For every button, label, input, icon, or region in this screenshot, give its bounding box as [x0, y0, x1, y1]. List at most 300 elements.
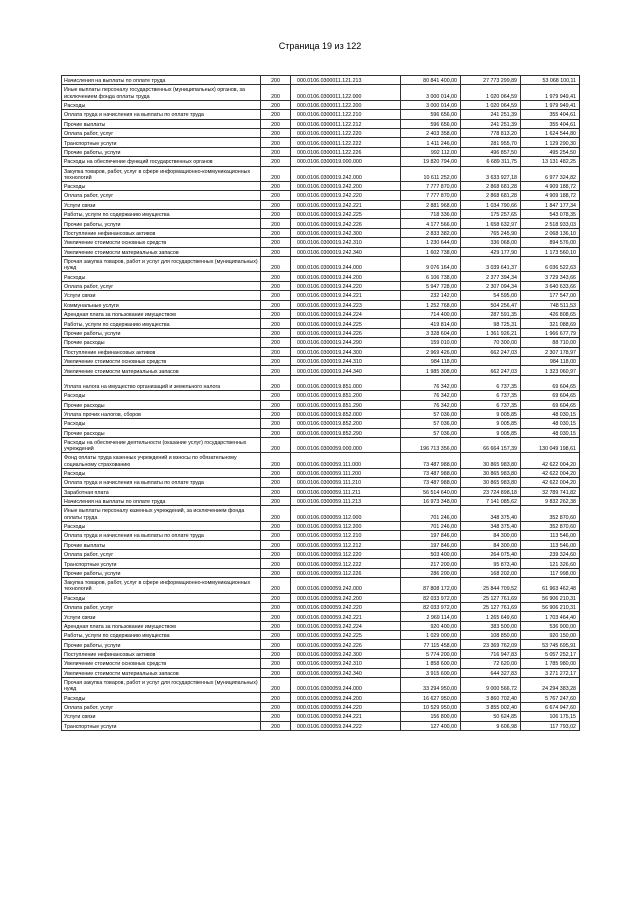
row-name-cell: Иные выплаты персоналу казенных учреждений, за исключением фонда оплаты труда [62, 506, 261, 521]
table-row [62, 428, 580, 437]
approved-amount-cell: 1 411 246,00 [401, 138, 461, 147]
unexecuted-amount-cell: 2 068 136,10 [521, 228, 580, 237]
row-code-cell: 200 [261, 76, 291, 85]
row-classification-code-cell: 000.0106.0300059.244.221 [291, 712, 401, 721]
row-classification-code-cell: 000.0106.0300019.242.310 [291, 238, 401, 247]
unexecuted-amount-cell: 6 674 947,60 [521, 702, 580, 711]
approved-amount-cell: 9 076 164,00 [401, 257, 461, 272]
row-name-cell: Арендная плата за пользование имуществом [62, 621, 261, 630]
row-classification-code-cell: 000.0106.0300059.244.222 [291, 721, 401, 730]
row-classification-code-cell: 000.0106.0300011.122.222 [291, 138, 401, 147]
table-row [62, 219, 580, 228]
unexecuted-amount-cell: 920 150,00 [521, 631, 580, 640]
row-name-cell: Фонд оплаты труда казенных учреждений и взносы по обязательному социальному страхованию [62, 453, 261, 468]
executed-amount-cell: 66 664 157,39 [461, 438, 521, 453]
unexecuted-amount-cell: 1 979 949,41 [521, 85, 580, 100]
approved-amount-cell: 3 915 600,00 [401, 668, 461, 677]
row-name-cell: Прочие работы, услуги [62, 328, 261, 337]
row-code-cell: 200 [261, 291, 291, 300]
row-code-cell: 200 [261, 100, 291, 109]
executed-amount-cell: 6 737,35 [461, 391, 521, 400]
row-code-cell: 200 [261, 453, 291, 468]
approved-amount-cell: 80 841 400,00 [401, 76, 461, 85]
row-name-cell: Прочие работы, услуги [62, 640, 261, 649]
approved-amount-cell: 159 010,00 [401, 338, 461, 347]
executed-amount-cell: 6 737,35 [461, 400, 521, 409]
row-code-cell: 200 [261, 531, 291, 540]
row-classification-code-cell: 000.0106.0300019.852.200 [291, 419, 401, 428]
executed-amount-cell: 348 375,40 [461, 506, 521, 521]
executed-amount-cell: 778 813,20 [461, 128, 521, 137]
row-code-cell: 200 [261, 409, 291, 418]
table-row [62, 147, 580, 156]
approved-amount-cell: 7 777 870,00 [401, 181, 461, 190]
executed-amount-cell: 662 247,03 [461, 347, 521, 356]
table-row [62, 506, 580, 521]
row-name-cell: Оплата труда и начисления на выплаты по оплате труда [62, 110, 261, 119]
row-classification-code-cell: 000.0106.0300059.242.000 [291, 578, 401, 593]
unexecuted-amount-cell: 4 909 188,72 [521, 191, 580, 200]
row-code-cell: 200 [261, 659, 291, 668]
unexecuted-amount-cell: 113 546,00 [521, 540, 580, 549]
row-code-cell: 200 [261, 549, 291, 558]
approved-amount-cell: 127 400,00 [401, 721, 461, 730]
table-row [62, 328, 580, 337]
approved-amount-cell: 4 177 566,00 [401, 219, 461, 228]
row-classification-code-cell: 000.0106.0300019.242.300 [291, 228, 401, 237]
unexecuted-amount-cell: 42 622 004,20 [521, 468, 580, 477]
table-row [62, 100, 580, 109]
executed-amount-cell: 108 850,00 [461, 631, 521, 640]
row-classification-code-cell: 000.0106.0300019.244.224 [291, 309, 401, 318]
row-name-cell: Поступление нефинансовых активов [62, 649, 261, 658]
unexecuted-amount-cell: 53 068 100,11 [521, 76, 580, 85]
unexecuted-amount-cell: 61 963 462,48 [521, 578, 580, 593]
executed-amount-cell: 84 300,00 [461, 540, 521, 549]
row-code-cell: 200 [261, 247, 291, 256]
row-classification-code-cell: 000.0106.0300019.244.200 [291, 272, 401, 281]
unexecuted-amount-cell: 748 511,53 [521, 300, 580, 309]
executed-amount-cell: 84 300,00 [461, 531, 521, 540]
row-code-cell: 200 [261, 391, 291, 400]
approved-amount-cell: 76 342,00 [401, 375, 461, 390]
row-code-cell: 200 [261, 419, 291, 428]
approved-amount-cell: 5 947 728,00 [401, 281, 461, 290]
row-name-cell: Иные выплаты персоналу государственных (муниципальных) органов, за исключением фонда оплаты труда [62, 85, 261, 100]
executed-amount-cell: 3 039 641,37 [461, 257, 521, 272]
unexecuted-amount-cell: 69 604,65 [521, 375, 580, 390]
row-code-cell: 200 [261, 631, 291, 640]
row-name-cell: Поступление нефинансовых активов [62, 347, 261, 356]
unexecuted-amount-cell: 1 785 980,00 [521, 659, 580, 668]
row-classification-code-cell: 000.0106.0300019.242.340 [291, 247, 401, 256]
row-name-cell: Расходы [62, 181, 261, 190]
unexecuted-amount-cell: 48 030,15 [521, 409, 580, 418]
approved-amount-cell: 1 230 644,00 [401, 238, 461, 247]
approved-amount-cell: 701 246,00 [401, 521, 461, 530]
table-row [62, 391, 580, 400]
row-name-cell: Закупка товаров, работ, услуг в сфере информационно-коммуникационных технологий [62, 578, 261, 593]
approved-amount-cell: 87 808 172,00 [401, 578, 461, 593]
row-classification-code-cell: 000.0106.0300019.851.000 [291, 375, 401, 390]
executed-amount-cell: 765 245,90 [461, 228, 521, 237]
row-code-cell: 200 [261, 128, 291, 137]
row-classification-code-cell: 000.0106.0300019.244.221 [291, 291, 401, 300]
approved-amount-cell: 2 403 358,00 [401, 128, 461, 137]
row-classification-code-cell: 000.0106.0300059.242.225 [291, 631, 401, 640]
executed-amount-cell: 72 620,00 [461, 659, 521, 668]
approved-amount-cell: 992 112,00 [401, 147, 461, 156]
approved-amount-cell: 286 200,00 [401, 568, 461, 577]
executed-amount-cell: 175 257,65 [461, 210, 521, 219]
executed-amount-cell: 50 624,85 [461, 712, 521, 721]
table-row [62, 497, 580, 506]
approved-amount-cell: 984 118,00 [401, 356, 461, 365]
table-row [62, 438, 580, 453]
row-classification-code-cell: 000.0106.0300019.242.200 [291, 181, 401, 190]
executed-amount-cell: 3 855 002,40 [461, 702, 521, 711]
approved-amount-cell: 2 969 426,00 [401, 347, 461, 356]
row-classification-code-cell: 000.0106.0300059.111.200 [291, 468, 401, 477]
approved-amount-cell: 73 487 988,00 [401, 468, 461, 477]
row-code-cell: 200 [261, 119, 291, 128]
row-name-cell: Прочие работы, услуги [62, 219, 261, 228]
executed-amount-cell: 30 865 983,80 [461, 453, 521, 468]
row-code-cell: 200 [261, 468, 291, 477]
row-classification-code-cell: 000.0106.0300059.111.000 [291, 453, 401, 468]
unexecuted-amount-cell: 117 998,00 [521, 568, 580, 577]
table-row [62, 678, 580, 693]
row-code-cell: 200 [261, 438, 291, 453]
row-code-cell: 200 [261, 712, 291, 721]
row-classification-code-cell: 000.0106.0300019.244.220 [291, 281, 401, 290]
row-classification-code-cell: 000.0106.0300059.111.210 [291, 478, 401, 487]
row-code-cell: 200 [261, 309, 291, 318]
row-classification-code-cell: 000.0106.0300019.242.221 [291, 200, 401, 209]
table-row [62, 549, 580, 558]
unexecuted-amount-cell: 113 546,00 [521, 531, 580, 540]
approved-amount-cell: 1 602 738,00 [401, 247, 461, 256]
row-code-cell: 200 [261, 568, 291, 577]
executed-amount-cell: 25 844 709,52 [461, 578, 521, 593]
table-row [62, 568, 580, 577]
table-row [62, 200, 580, 209]
row-code-cell: 200 [261, 210, 291, 219]
page-number-label: Страница 19 из 122 [278, 41, 362, 51]
table-row [62, 612, 580, 621]
unexecuted-amount-cell: 42 622 004,20 [521, 453, 580, 468]
executed-amount-cell: 2 307 094,34 [461, 281, 521, 290]
unexecuted-amount-cell: 2 307 178,97 [521, 347, 580, 356]
unexecuted-amount-cell: 894 576,00 [521, 238, 580, 247]
table-row [62, 578, 580, 593]
unexecuted-amount-cell: 48 030,15 [521, 419, 580, 428]
table-row [62, 721, 580, 730]
table-row [62, 453, 580, 468]
executed-amount-cell: 3 633 927,18 [461, 166, 521, 181]
unexecuted-amount-cell: 88 710,00 [521, 338, 580, 347]
executed-amount-cell: 25 127 761,69 [461, 593, 521, 602]
unexecuted-amount-cell: 121 326,60 [521, 559, 580, 568]
unexecuted-amount-cell: 117 793,02 [521, 721, 580, 730]
row-code-cell: 200 [261, 506, 291, 521]
approved-amount-cell: 57 036,00 [401, 409, 461, 418]
table-row [62, 375, 580, 390]
row-code-cell: 200 [261, 375, 291, 390]
executed-amount-cell: 9 005,85 [461, 428, 521, 437]
table-row [62, 138, 580, 147]
approved-amount-cell: 197 846,00 [401, 540, 461, 549]
table-row [62, 191, 580, 200]
row-name-cell: Оплата работ, услуг [62, 549, 261, 558]
row-name-cell: Прочие работы, услуги [62, 147, 261, 156]
row-classification-code-cell: 000.0106.0300059.112.220 [291, 549, 401, 558]
row-code-cell: 200 [261, 521, 291, 530]
row-code-cell: 200 [261, 559, 291, 568]
executed-amount-cell: 54 595,00 [461, 291, 521, 300]
row-code-cell: 200 [261, 487, 291, 496]
unexecuted-amount-cell: 69 604,65 [521, 400, 580, 409]
row-classification-code-cell: 000.0106.0300011.122.220 [291, 128, 401, 137]
row-code-cell: 200 [261, 238, 291, 247]
row-code-cell: 200 [261, 281, 291, 290]
executed-amount-cell: 1 020 064,59 [461, 85, 521, 100]
table-row [62, 76, 580, 85]
row-name-cell: Работы, услуги по содержанию имущества [62, 631, 261, 640]
row-name-cell: Транспортные услуги [62, 559, 261, 568]
row-code-cell: 200 [261, 602, 291, 611]
approved-amount-cell: 701 246,00 [401, 506, 461, 521]
executed-amount-cell: 281 955,70 [461, 138, 521, 147]
table-body [62, 76, 580, 731]
table-row [62, 85, 580, 100]
row-name-cell: Закупка товаров, работ, услуг в сфере информационно-коммуникационных технологий [62, 166, 261, 181]
approved-amount-cell: 1 252 768,00 [401, 300, 461, 309]
approved-amount-cell: 714 400,00 [401, 309, 461, 318]
row-code-cell: 200 [261, 478, 291, 487]
executed-amount-cell: 98 725,31 [461, 319, 521, 328]
row-code-cell: 200 [261, 721, 291, 730]
row-code-cell: 200 [261, 593, 291, 602]
row-name-cell: Прочие работы, услуги [62, 568, 261, 577]
row-name-cell: Арендная плата за пользование имуществом [62, 309, 261, 318]
executed-amount-cell: 287 591,35 [461, 309, 521, 318]
row-name-cell: Увеличение стоимости материальных запасов [62, 247, 261, 256]
unexecuted-amount-cell: 1 703 464,40 [521, 612, 580, 621]
row-code-cell: 200 [261, 578, 291, 593]
row-name-cell: Прочие выплаты [62, 119, 261, 128]
row-name-cell: Прочая закупка товаров, работ и услуг для государственных (муниципальных) нужд [62, 257, 261, 272]
row-code-cell: 200 [261, 366, 291, 375]
row-name-cell: Расходы на обеспечение функций государственных органов [62, 157, 261, 166]
approved-amount-cell: 596 656,00 [401, 119, 461, 128]
unexecuted-amount-cell: 13 131 482,25 [521, 157, 580, 166]
row-classification-code-cell: 000.0106.0300019.242.220 [291, 191, 401, 200]
table-row [62, 640, 580, 649]
approved-amount-cell: 3 000 014,00 [401, 100, 461, 109]
table-row [62, 649, 580, 658]
row-classification-code-cell: 000.0106.0300059.112.222 [291, 559, 401, 568]
executed-amount-cell: 716 947,83 [461, 649, 521, 658]
row-name-cell: Расходы [62, 693, 261, 702]
unexecuted-amount-cell: 3 640 633,66 [521, 281, 580, 290]
row-code-cell: 200 [261, 668, 291, 677]
row-name-cell: Расходы [62, 521, 261, 530]
row-name-cell: Расходы [62, 593, 261, 602]
row-classification-code-cell: 000.0106.0300011.121.213 [291, 76, 401, 85]
row-classification-code-cell: 000.0106.0300019.851.290 [291, 400, 401, 409]
row-name-cell: Коммунальные услуги [62, 300, 261, 309]
row-classification-code-cell: 000.0106.0300059.242.221 [291, 612, 401, 621]
row-name-cell: Оплата работ, услуг [62, 602, 261, 611]
approved-amount-cell: 76 342,00 [401, 391, 461, 400]
table-row [62, 338, 580, 347]
row-code-cell: 200 [261, 157, 291, 166]
executed-amount-cell: 1 020 064,59 [461, 100, 521, 109]
unexecuted-amount-cell: 48 030,15 [521, 428, 580, 437]
row-code-cell: 200 [261, 319, 291, 328]
approved-amount-cell: 19 820 794,00 [401, 157, 461, 166]
table-row [62, 166, 580, 181]
approved-amount-cell: 82 033 972,00 [401, 602, 461, 611]
row-code-cell: 200 [261, 347, 291, 356]
approved-amount-cell: 56 514 640,00 [401, 487, 461, 496]
approved-amount-cell: 596 656,00 [401, 110, 461, 119]
table-row [62, 300, 580, 309]
unexecuted-amount-cell: 1 624 544,80 [521, 128, 580, 137]
table-row [62, 468, 580, 477]
table-row [62, 400, 580, 409]
unexecuted-amount-cell: 53 745 695,91 [521, 640, 580, 649]
row-classification-code-cell: 000.0106.0300059.112.212 [291, 540, 401, 549]
unexecuted-amount-cell: 543 078,35 [521, 210, 580, 219]
row-name-cell: Увеличение стоимости основных средств [62, 356, 261, 365]
row-classification-code-cell: 000.0106.0300011.122.212 [291, 119, 401, 128]
executed-amount-cell: 348 375,40 [461, 521, 521, 530]
executed-amount-cell: 2 868 681,28 [461, 181, 521, 190]
approved-amount-cell: 1 858 600,00 [401, 659, 461, 668]
unexecuted-amount-cell: 6 977 324,82 [521, 166, 580, 181]
row-name-cell: Уплата прочих налогов, сборов [62, 409, 261, 418]
executed-amount-cell: 2 868 681,28 [461, 191, 521, 200]
row-code-cell: 200 [261, 110, 291, 119]
unexecuted-amount-cell: 2 518 933,03 [521, 219, 580, 228]
row-classification-code-cell: 000.0106.0300019.244.223 [291, 300, 401, 309]
row-name-cell: Работы, услуги по содержанию имущества [62, 210, 261, 219]
row-code-cell: 200 [261, 272, 291, 281]
row-classification-code-cell: 000.0106.0300059.112.210 [291, 531, 401, 540]
row-name-cell: Оплата работ, услуг [62, 191, 261, 200]
approved-amount-cell: 76 342,00 [401, 400, 461, 409]
unexecuted-amount-cell: 352 870,60 [521, 521, 580, 530]
executed-amount-cell: 25 127 761,69 [461, 602, 521, 611]
row-name-cell: Транспортные услуги [62, 138, 261, 147]
unexecuted-amount-cell: 1 173 560,10 [521, 247, 580, 256]
table-row [62, 356, 580, 365]
unexecuted-amount-cell: 321 088,69 [521, 319, 580, 328]
executed-amount-cell: 336 068,00 [461, 238, 521, 247]
approved-amount-cell: 718 336,00 [401, 210, 461, 219]
unexecuted-amount-cell: 239 324,60 [521, 549, 580, 558]
unexecuted-amount-cell: 426 808,65 [521, 309, 580, 318]
table-row [62, 668, 580, 677]
row-code-cell: 200 [261, 138, 291, 147]
table-row [62, 702, 580, 711]
approved-amount-cell: 57 036,00 [401, 419, 461, 428]
approved-amount-cell: 920 400,00 [401, 621, 461, 630]
row-name-cell: Уплата налога на имущество организаций и земельного налога [62, 375, 261, 390]
row-code-cell: 200 [261, 300, 291, 309]
row-code-cell: 200 [261, 649, 291, 658]
row-name-cell: Прочие расходы [62, 428, 261, 437]
row-classification-code-cell: 000.0106.0300011.122.000 [291, 85, 401, 100]
approved-amount-cell: 2 833 382,00 [401, 228, 461, 237]
executed-amount-cell: 95 873,40 [461, 559, 521, 568]
unexecuted-amount-cell: 177 547,00 [521, 291, 580, 300]
executed-amount-cell: 70 300,00 [461, 338, 521, 347]
unexecuted-amount-cell: 352 870,60 [521, 506, 580, 521]
table-row [62, 419, 580, 428]
row-code-cell: 200 [261, 540, 291, 549]
row-name-cell: Оплата работ, услуг [62, 702, 261, 711]
table-row [62, 257, 580, 272]
row-classification-code-cell: 000.0106.0300019.242.225 [291, 210, 401, 219]
unexecuted-amount-cell: 536 900,00 [521, 621, 580, 630]
row-code-cell: 200 [261, 328, 291, 337]
row-name-cell: Оплата работ, услуг [62, 128, 261, 137]
row-classification-code-cell: 000.0106.0300059.242.226 [291, 640, 401, 649]
row-code-cell: 200 [261, 85, 291, 100]
executed-amount-cell: 3 860 702,40 [461, 693, 521, 702]
row-name-cell: Увеличение стоимости материальных запасов [62, 668, 261, 677]
row-code-cell: 200 [261, 356, 291, 365]
unexecuted-amount-cell: 355 404,61 [521, 119, 580, 128]
unexecuted-amount-cell: 24 294 383,28 [521, 678, 580, 693]
unexecuted-amount-cell: 5 767 247,60 [521, 693, 580, 702]
row-classification-code-cell: 000.0106.0300019.244.340 [291, 366, 401, 375]
approved-amount-cell: 16 627 950,00 [401, 693, 461, 702]
approved-amount-cell: 10 529 950,00 [401, 702, 461, 711]
executed-amount-cell: 9 005,85 [461, 409, 521, 418]
row-classification-code-cell: 000.0106.0300019.244.000 [291, 257, 401, 272]
row-name-cell: Расходы [62, 419, 261, 428]
approved-amount-cell: 16 973 348,00 [401, 497, 461, 506]
row-classification-code-cell: 000.0106.0300059.242.200 [291, 593, 401, 602]
approved-amount-cell: 7 777 870,00 [401, 191, 461, 200]
unexecuted-amount-cell: 495 254,50 [521, 147, 580, 156]
row-name-cell: Расходы [62, 468, 261, 477]
row-classification-code-cell: 000.0106.0300059.111.211 [291, 487, 401, 496]
row-classification-code-cell: 000.0106.0300019.244.225 [291, 319, 401, 328]
table-row [62, 531, 580, 540]
row-classification-code-cell: 000.0106.0300019.244.290 [291, 338, 401, 347]
executed-amount-cell: 496 857,50 [461, 147, 521, 156]
table-row [62, 238, 580, 247]
executed-amount-cell: 662 247,03 [461, 366, 521, 375]
unexecuted-amount-cell: 3 271 272,17 [521, 668, 580, 677]
unexecuted-amount-cell: 1 323 060,97 [521, 366, 580, 375]
row-code-cell: 200 [261, 621, 291, 630]
row-code-cell: 200 [261, 166, 291, 181]
executed-amount-cell: 1 658 632,97 [461, 219, 521, 228]
table-row [62, 110, 580, 119]
row-name-cell: Начисления на выплаты по оплате труда [62, 497, 261, 506]
executed-amount-cell: 1 265 649,60 [461, 612, 521, 621]
row-name-cell: Прочие выплаты [62, 540, 261, 549]
table-row [62, 559, 580, 568]
executed-amount-cell: 27 773 299,89 [461, 76, 521, 85]
approved-amount-cell: 232 142,00 [401, 291, 461, 300]
